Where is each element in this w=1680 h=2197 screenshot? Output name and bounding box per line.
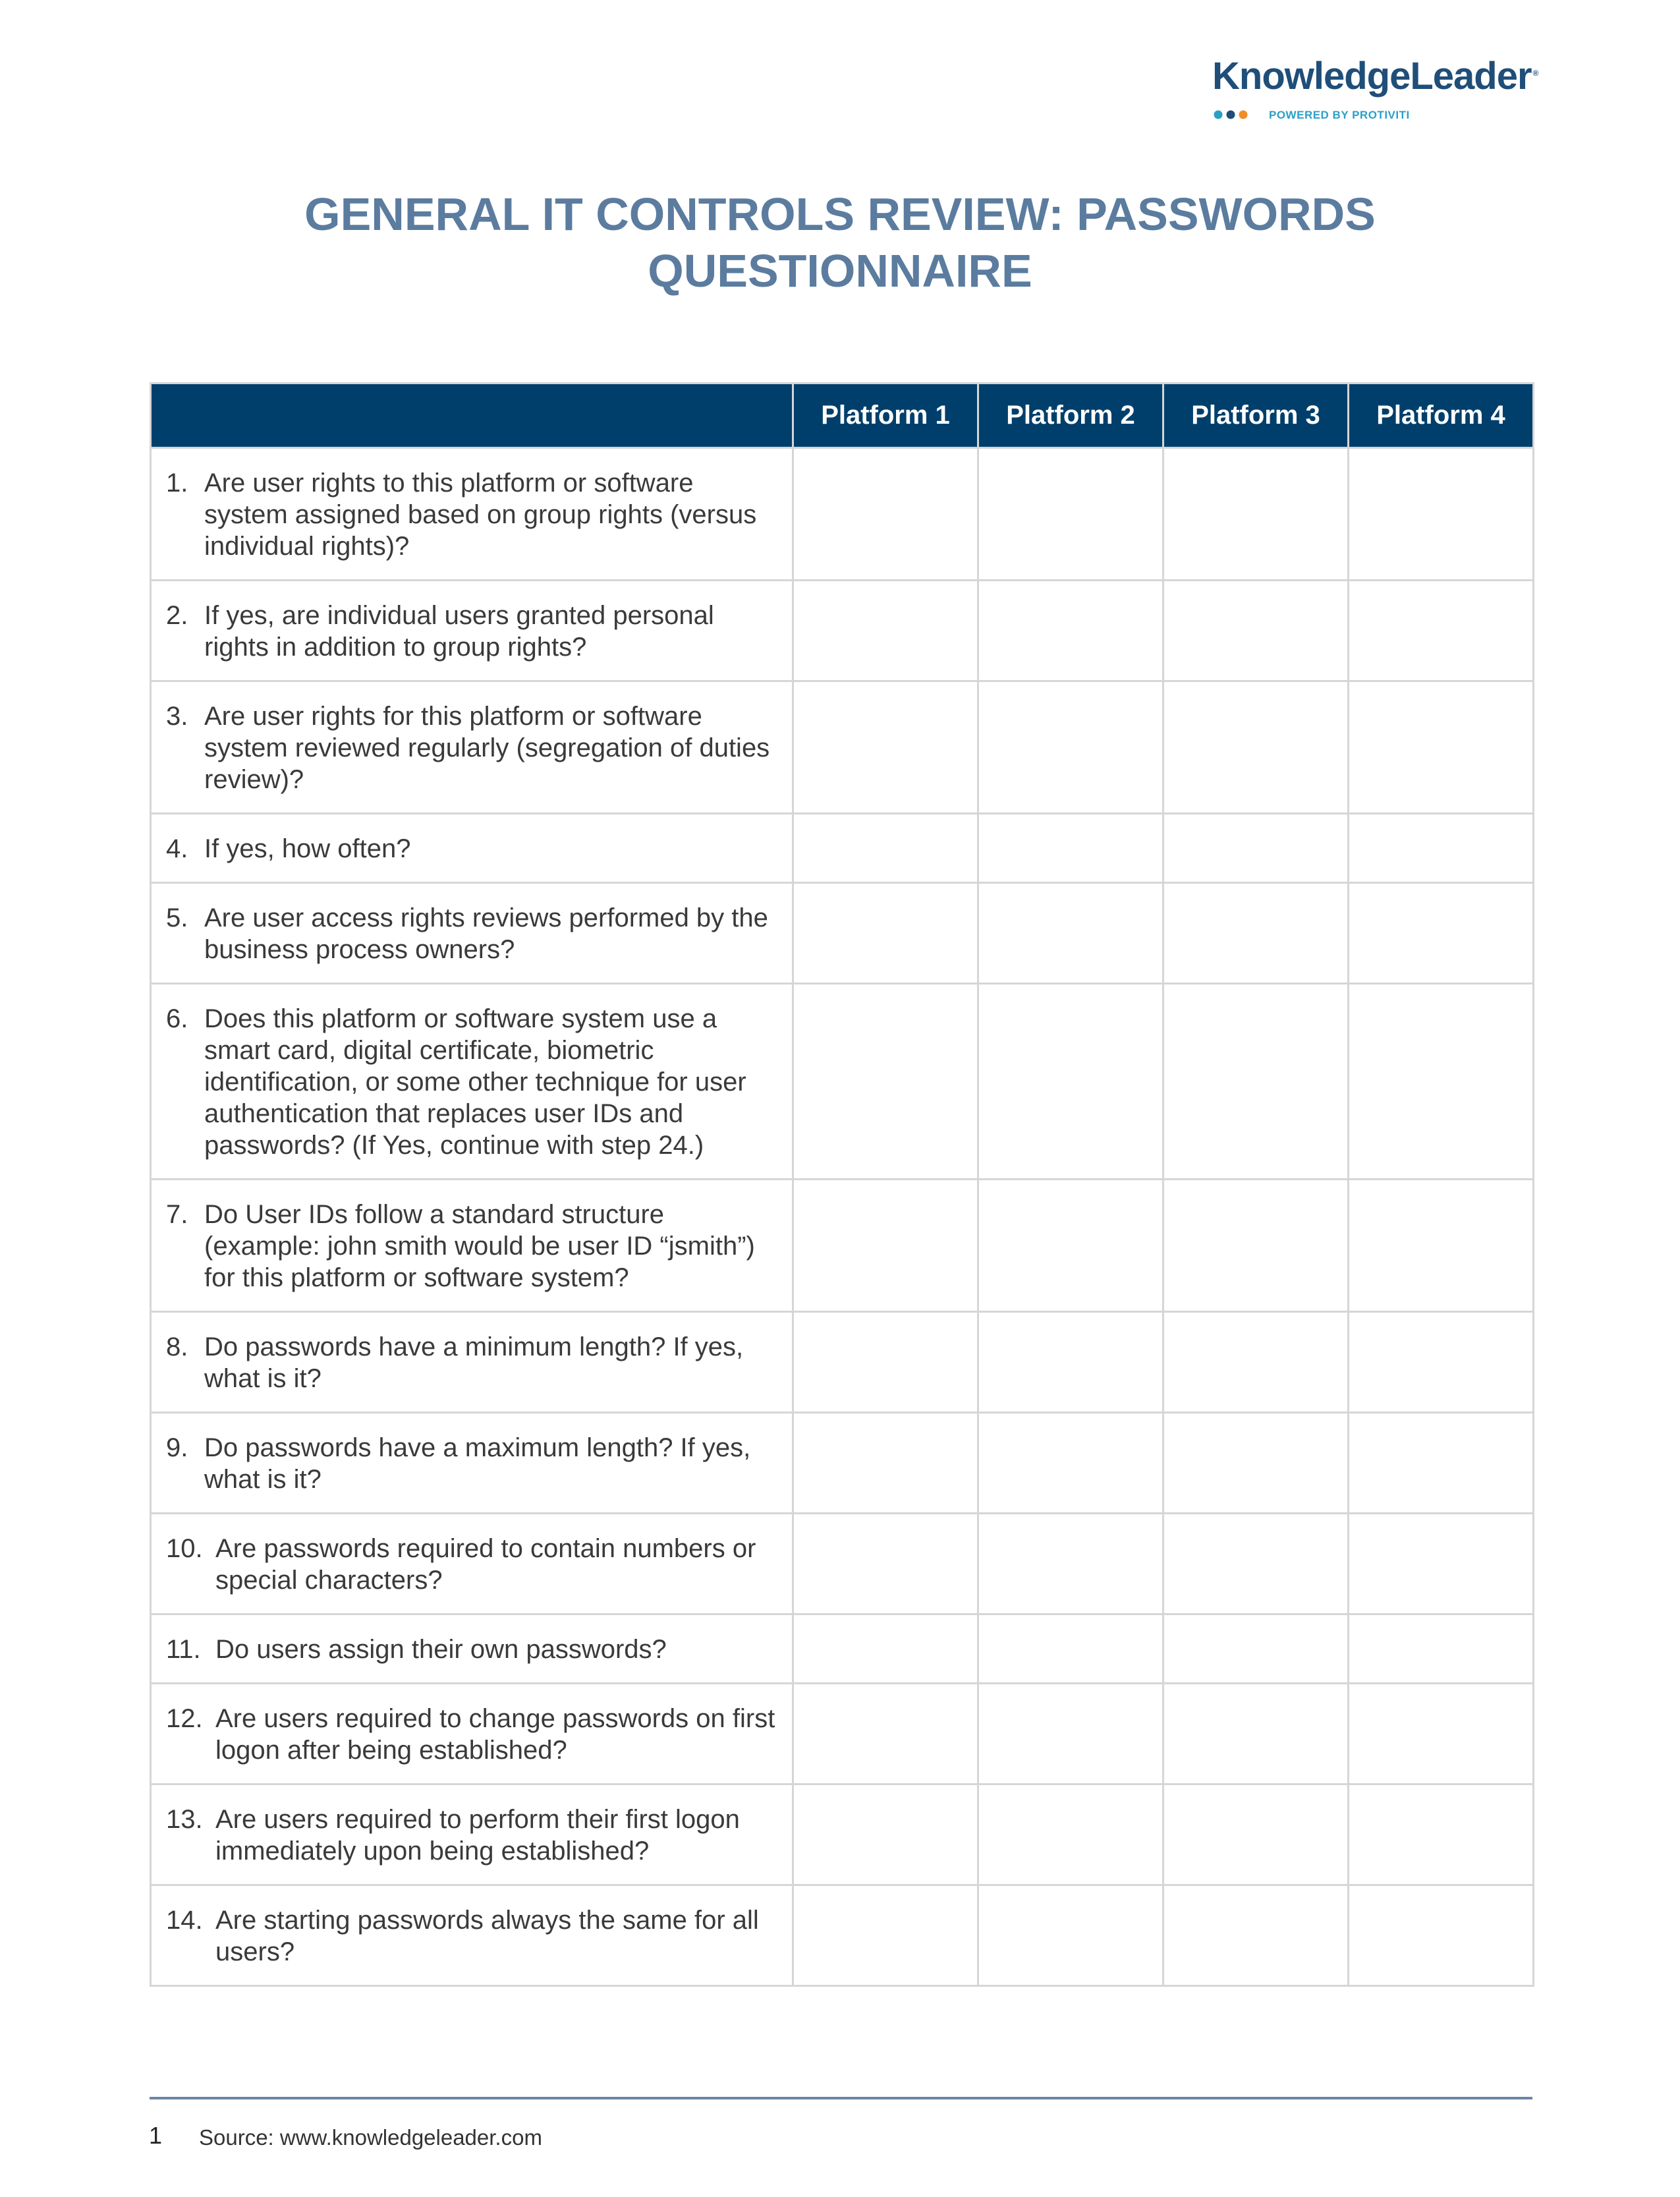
platform-2-answer-cell[interactable] bbox=[978, 1514, 1163, 1614]
table-row bbox=[151, 1784, 1534, 1885]
questionnaire-table bbox=[150, 382, 1534, 1987]
platform-2-answer-cell[interactable] bbox=[978, 984, 1163, 1180]
logo-dot-icon bbox=[1239, 111, 1248, 119]
question-text: Are user access rights reviews performed by the business process owners? bbox=[204, 903, 768, 964]
question-number: 7. bbox=[166, 1200, 188, 1229]
question-text: Do passwords have a minimum length? If yes, what is it? bbox=[204, 1332, 744, 1393]
question-number: 13. bbox=[166, 1805, 203, 1834]
platform-4-answer-cell[interactable] bbox=[1349, 681, 1534, 814]
platform-3-answer-cell[interactable] bbox=[1163, 1614, 1349, 1684]
source-note: Source: www.knowledgeleader.com bbox=[199, 2125, 542, 2150]
question-text: Are starting passwords always the same for all users? bbox=[215, 1906, 759, 1966]
platform-1-answer-cell[interactable] bbox=[793, 1180, 978, 1312]
question-text: If yes, are individual users granted personal rights in addition to group rights? bbox=[204, 601, 714, 662]
question-number: 8. bbox=[166, 1332, 188, 1361]
platform-4-answer-cell[interactable] bbox=[1349, 448, 1534, 581]
question-text: Do User IDs follow a standard structure (example: john smith would be user ID “jsmith”) for this platform or software system? bbox=[204, 1200, 755, 1292]
header-platform-4: Platform 4 bbox=[1349, 384, 1534, 448]
document-title bbox=[0, 186, 1680, 299]
platform-2-answer-cell[interactable] bbox=[978, 581, 1163, 681]
platform-2-answer-cell[interactable] bbox=[978, 448, 1163, 581]
table-row bbox=[151, 448, 1534, 581]
platform-3-answer-cell[interactable] bbox=[1163, 1413, 1349, 1514]
platform-4-answer-cell[interactable] bbox=[1349, 1180, 1534, 1312]
platform-4-answer-cell[interactable] bbox=[1349, 1514, 1534, 1614]
question-cell bbox=[151, 883, 793, 984]
platform-3-answer-cell[interactable] bbox=[1163, 1784, 1349, 1885]
question-text: Do passwords have a maximum length? If yes, what is it? bbox=[204, 1433, 751, 1494]
platform-2-answer-cell[interactable] bbox=[978, 814, 1163, 883]
question-number: 11. bbox=[166, 1635, 201, 1664]
title-line-2: QUESTIONNAIRE bbox=[648, 245, 1032, 297]
platform-1-answer-cell[interactable] bbox=[793, 1885, 978, 1986]
logo-wordmark: KnowledgeLeader ® bbox=[1212, 55, 1538, 98]
knowledgeleader-logo bbox=[1212, 54, 1542, 127]
platform-1-answer-cell[interactable] bbox=[793, 984, 978, 1180]
platform-1-answer-cell[interactable] bbox=[793, 1413, 978, 1514]
platform-2-answer-cell[interactable] bbox=[978, 1180, 1163, 1312]
question-cell bbox=[151, 1413, 793, 1514]
question-cell bbox=[151, 681, 793, 814]
platform-1-answer-cell[interactable] bbox=[793, 1784, 978, 1885]
platform-4-answer-cell[interactable] bbox=[1349, 581, 1534, 681]
platform-1-answer-cell[interactable] bbox=[793, 1312, 978, 1413]
question-number: 2. bbox=[166, 601, 188, 630]
title-line-1: GENERAL IT CONTROLS REVIEW: PASSWORDS bbox=[304, 188, 1376, 240]
table-row bbox=[151, 581, 1534, 681]
platform-3-answer-cell[interactable] bbox=[1163, 681, 1349, 814]
platform-4-answer-cell[interactable] bbox=[1349, 814, 1534, 883]
table-row bbox=[151, 1885, 1534, 1986]
question-cell bbox=[151, 1180, 793, 1312]
platform-3-answer-cell[interactable] bbox=[1163, 1180, 1349, 1312]
logo-dot-icon bbox=[1214, 111, 1223, 119]
platform-2-answer-cell[interactable] bbox=[978, 1885, 1163, 1986]
question-text: Are user rights for this platform or software system reviewed regularly (segregation of duties review)? bbox=[204, 702, 770, 794]
platform-4-answer-cell[interactable] bbox=[1349, 1614, 1534, 1684]
platform-1-answer-cell[interactable] bbox=[793, 1614, 978, 1684]
platform-3-answer-cell[interactable] bbox=[1163, 1312, 1349, 1413]
table-row bbox=[151, 1514, 1534, 1614]
question-number: 6. bbox=[166, 1004, 188, 1033]
table-row bbox=[151, 1614, 1534, 1684]
question-cell bbox=[151, 1614, 793, 1684]
page-number: 1 bbox=[149, 2122, 163, 2149]
question-number: 14. bbox=[166, 1906, 203, 1935]
platform-4-answer-cell[interactable] bbox=[1349, 984, 1534, 1180]
platform-4-answer-cell[interactable] bbox=[1349, 883, 1534, 984]
question-text: Are passwords required to contain numbers or special characters? bbox=[215, 1534, 756, 1595]
platform-1-answer-cell[interactable] bbox=[793, 681, 978, 814]
platform-2-answer-cell[interactable] bbox=[978, 1312, 1163, 1413]
question-cell bbox=[151, 581, 793, 681]
platform-1-answer-cell[interactable] bbox=[793, 1514, 978, 1614]
logo-dot-icon bbox=[1227, 111, 1235, 119]
question-text: Do users assign their own passwords? bbox=[215, 1635, 667, 1664]
platform-3-answer-cell[interactable] bbox=[1163, 1514, 1349, 1614]
header-question bbox=[151, 384, 793, 448]
platform-3-answer-cell[interactable] bbox=[1163, 984, 1349, 1180]
platform-1-answer-cell[interactable] bbox=[793, 448, 978, 581]
platform-3-answer-cell[interactable] bbox=[1163, 448, 1349, 581]
question-cell bbox=[151, 1784, 793, 1885]
question-number: 9. bbox=[166, 1433, 188, 1462]
platform-3-answer-cell[interactable] bbox=[1163, 581, 1349, 681]
question-number: 4. bbox=[166, 834, 188, 863]
platform-3-answer-cell[interactable] bbox=[1163, 1684, 1349, 1784]
question-text: Are users required to perform their first logon immediately upon being established? bbox=[215, 1805, 740, 1866]
table-row bbox=[151, 1312, 1534, 1413]
platform-2-answer-cell[interactable] bbox=[978, 1614, 1163, 1684]
platform-4-answer-cell[interactable] bbox=[1349, 1312, 1534, 1413]
platform-4-answer-cell[interactable] bbox=[1349, 1885, 1534, 1986]
question-number: 12. bbox=[166, 1704, 203, 1733]
question-text: If yes, how often? bbox=[204, 834, 411, 863]
question-number: 10. bbox=[166, 1534, 203, 1563]
platform-4-answer-cell[interactable] bbox=[1349, 1684, 1534, 1784]
question-text: Does this platform or software system use a smart card, digital certificate, biometric identification, or some other technique for user authentication that replaces user IDs and passwords? (If Yes, continue with step 24.) bbox=[204, 1004, 746, 1160]
platform-3-answer-cell[interactable] bbox=[1163, 883, 1349, 984]
header-platform-2: Platform 2 bbox=[978, 384, 1163, 448]
header-platform-1: Platform 1 bbox=[793, 384, 978, 448]
table-row bbox=[151, 1684, 1534, 1784]
table-row bbox=[151, 1413, 1534, 1514]
footer-divider bbox=[150, 2097, 1532, 2099]
table-body bbox=[151, 448, 1534, 1986]
header-platform-3: Platform 3 bbox=[1163, 384, 1349, 448]
platform-2-answer-cell[interactable] bbox=[978, 883, 1163, 984]
question-text: Are users required to change passwords on first logon after being established? bbox=[215, 1704, 775, 1765]
platform-4-answer-cell[interactable] bbox=[1349, 1413, 1534, 1514]
question-cell bbox=[151, 814, 793, 883]
question-cell bbox=[151, 1885, 793, 1986]
question-cell bbox=[151, 448, 793, 581]
question-number: 3. bbox=[166, 702, 188, 731]
question-cell bbox=[151, 1312, 793, 1413]
question-number: 5. bbox=[166, 903, 188, 932]
question-cell bbox=[151, 1514, 793, 1614]
logo-dots-icon bbox=[1214, 109, 1253, 120]
platform-2-answer-cell[interactable] bbox=[978, 1413, 1163, 1514]
table-row bbox=[151, 984, 1534, 1180]
question-text: Are user rights to this platform or software system assigned based on group rights (versus individual rights)? bbox=[204, 469, 757, 561]
table-row bbox=[151, 814, 1534, 883]
logo-tagline: POWERED BY PROTIVITI bbox=[1269, 109, 1410, 121]
platform-1-answer-cell[interactable] bbox=[793, 814, 978, 883]
platform-1-answer-cell[interactable] bbox=[793, 1684, 978, 1784]
platform-1-answer-cell[interactable] bbox=[793, 883, 978, 984]
table-header-row bbox=[151, 384, 1534, 448]
platform-2-answer-cell[interactable] bbox=[978, 1684, 1163, 1784]
platform-4-answer-cell[interactable] bbox=[1349, 1784, 1534, 1885]
platform-2-answer-cell[interactable] bbox=[978, 1784, 1163, 1885]
platform-2-answer-cell[interactable] bbox=[978, 681, 1163, 814]
table-row bbox=[151, 681, 1534, 814]
platform-3-answer-cell[interactable] bbox=[1163, 814, 1349, 883]
platform-3-answer-cell[interactable] bbox=[1163, 1885, 1349, 1986]
table-row bbox=[151, 1180, 1534, 1312]
question-cell bbox=[151, 984, 793, 1180]
question-cell bbox=[151, 1684, 793, 1784]
question-number: 1. bbox=[166, 469, 188, 498]
table-row bbox=[151, 883, 1534, 984]
platform-1-answer-cell[interactable] bbox=[793, 581, 978, 681]
